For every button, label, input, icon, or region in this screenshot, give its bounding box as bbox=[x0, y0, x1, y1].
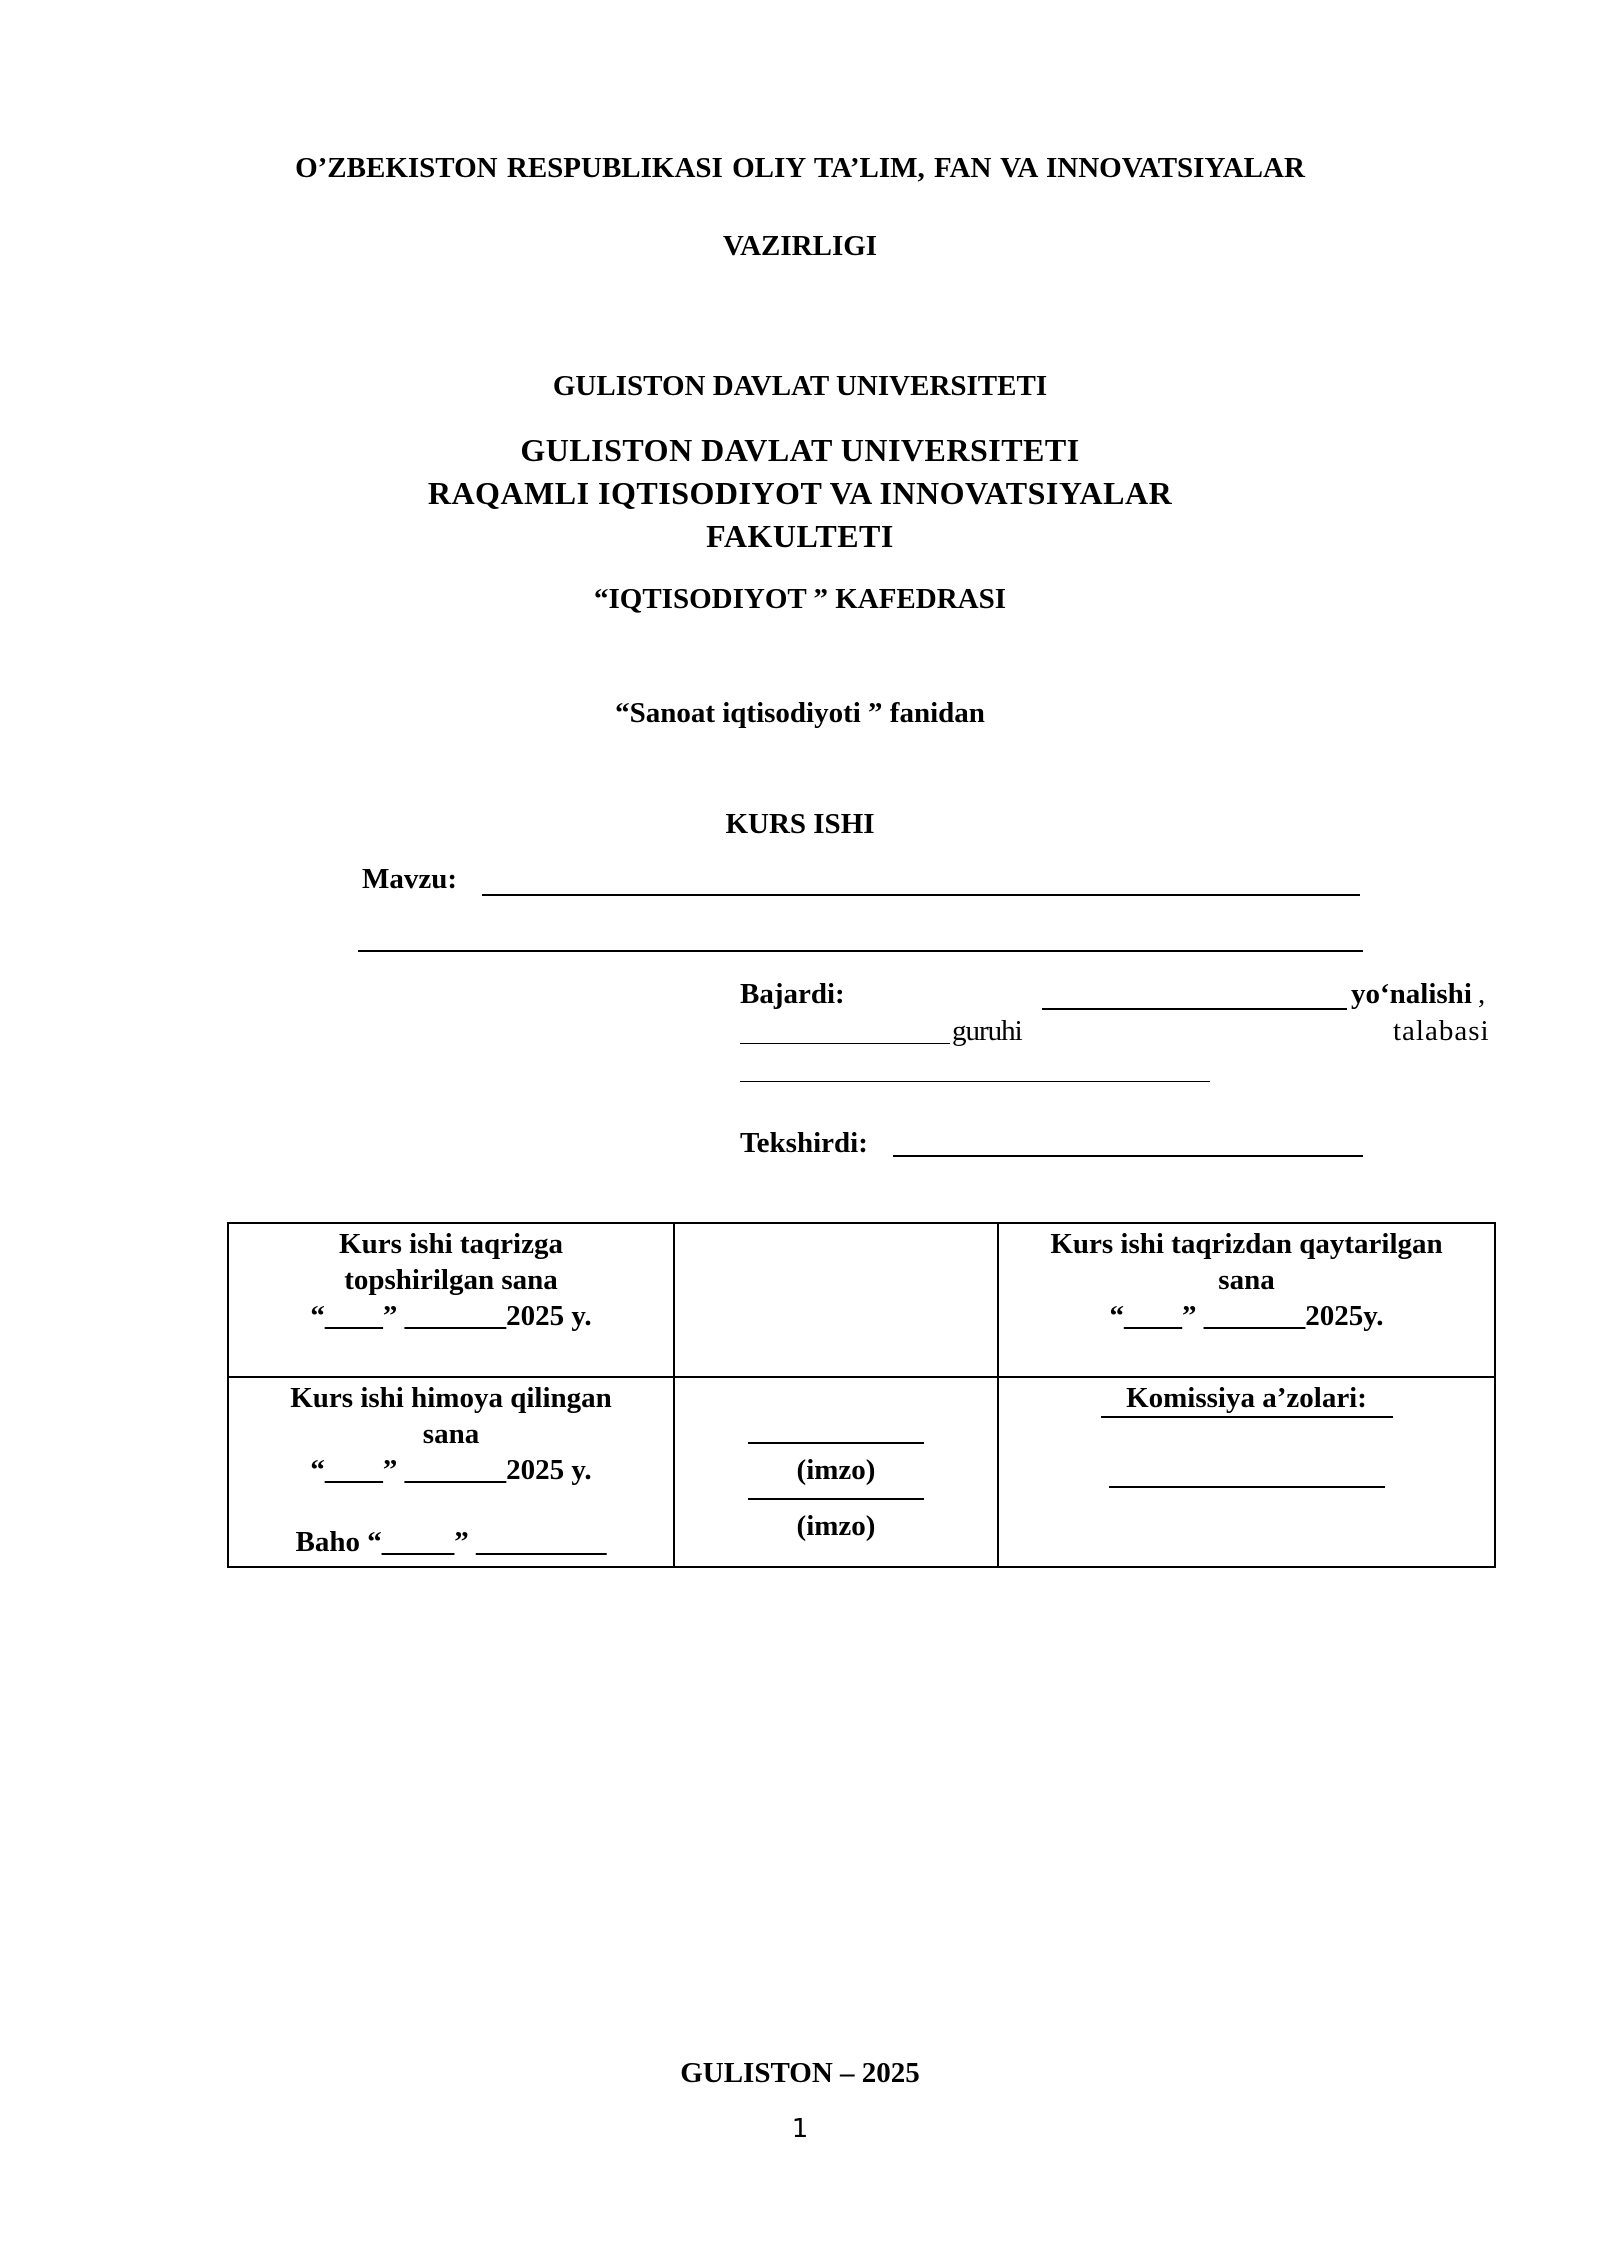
defended-date: “____” _______2025 y. bbox=[310, 1454, 592, 1486]
group-label: guruhi bbox=[952, 1015, 1022, 1047]
department-name: “IQTISODIYOT ” KAFEDRASI bbox=[593, 583, 1006, 615]
done-by-label: Bajardi: bbox=[740, 978, 845, 1010]
review-table bbox=[227, 1222, 1496, 1568]
university-name-secondary: GULISTON DAVLAT UNIVERSITETI bbox=[520, 432, 1080, 468]
commission-member-line-2 bbox=[1109, 1486, 1385, 1488]
student-label: talabasi bbox=[1393, 1015, 1490, 1047]
topic-blank-line-2 bbox=[358, 950, 1363, 952]
topic-blank-line bbox=[482, 894, 1360, 896]
signature-cell bbox=[674, 1377, 998, 1567]
ministry-title-cont: VAZIRLIGI bbox=[722, 230, 878, 262]
topic-label: Mavzu: bbox=[362, 863, 458, 895]
returned-line1: Kurs ishi taqrizdan qaytarilgan bbox=[1050, 1228, 1443, 1260]
submitted-date-cell bbox=[228, 1223, 674, 1377]
work-type-title: KURS ISHI bbox=[725, 808, 875, 840]
returned-line2: sana bbox=[1218, 1264, 1275, 1296]
empty-cell bbox=[674, 1223, 998, 1377]
signature-label-2: (imzo) bbox=[796, 1510, 876, 1542]
group-blank-line bbox=[740, 1043, 950, 1044]
defended-date-cell bbox=[228, 1377, 674, 1567]
student-name-blank-line bbox=[740, 1081, 1210, 1082]
faculty-name-cont: FAKULTETI bbox=[706, 518, 894, 554]
checked-by-blank-line bbox=[893, 1155, 1363, 1157]
page-number: 1 bbox=[791, 2114, 809, 2144]
submitted-date: “____” _______2025 y. bbox=[310, 1300, 592, 1332]
submitted-line2: topshirilgan sana bbox=[344, 1264, 558, 1296]
subject-line: “Sanoat iqtisodiyoti ” fanidan bbox=[615, 697, 985, 729]
direction-blank-line bbox=[1042, 1008, 1347, 1010]
defended-line2: sana bbox=[422, 1418, 480, 1450]
submitted-line1: Kurs ishi taqrizga bbox=[339, 1228, 563, 1260]
defended-line1: Kurs ishi himoya qilingan bbox=[290, 1382, 612, 1414]
ministry-title: O’ZBEKISTON RESPUBLIKASI OLIY TA’LIM, FAN VA INNOVATSIYALAR bbox=[295, 152, 1305, 184]
direction-comma: , bbox=[1478, 978, 1486, 1010]
signature-label-1: (imzo) bbox=[796, 1454, 876, 1486]
direction-label: yo‘nalishi bbox=[1351, 978, 1472, 1010]
commission-label: Komissiya a’zolari: bbox=[1126, 1382, 1367, 1414]
faculty-name: RAQAMLI IQTISODIYOT VA INNOVATSIYALAR bbox=[427, 475, 1173, 511]
commission-cell bbox=[998, 1377, 1495, 1567]
checked-by-label: Tekshirdi: bbox=[740, 1127, 868, 1159]
returned-date-cell bbox=[998, 1223, 1495, 1377]
table-row bbox=[228, 1223, 1495, 1377]
returned-date: “____” _______2025y. bbox=[1109, 1300, 1384, 1332]
table-row bbox=[228, 1377, 1495, 1567]
university-name: GULISTON DAVLAT UNIVERSITETI bbox=[552, 370, 1048, 402]
city-year: GULISTON – 2025 bbox=[680, 2057, 920, 2089]
grade-line: Baho “_____” _________ bbox=[295, 1526, 607, 1558]
